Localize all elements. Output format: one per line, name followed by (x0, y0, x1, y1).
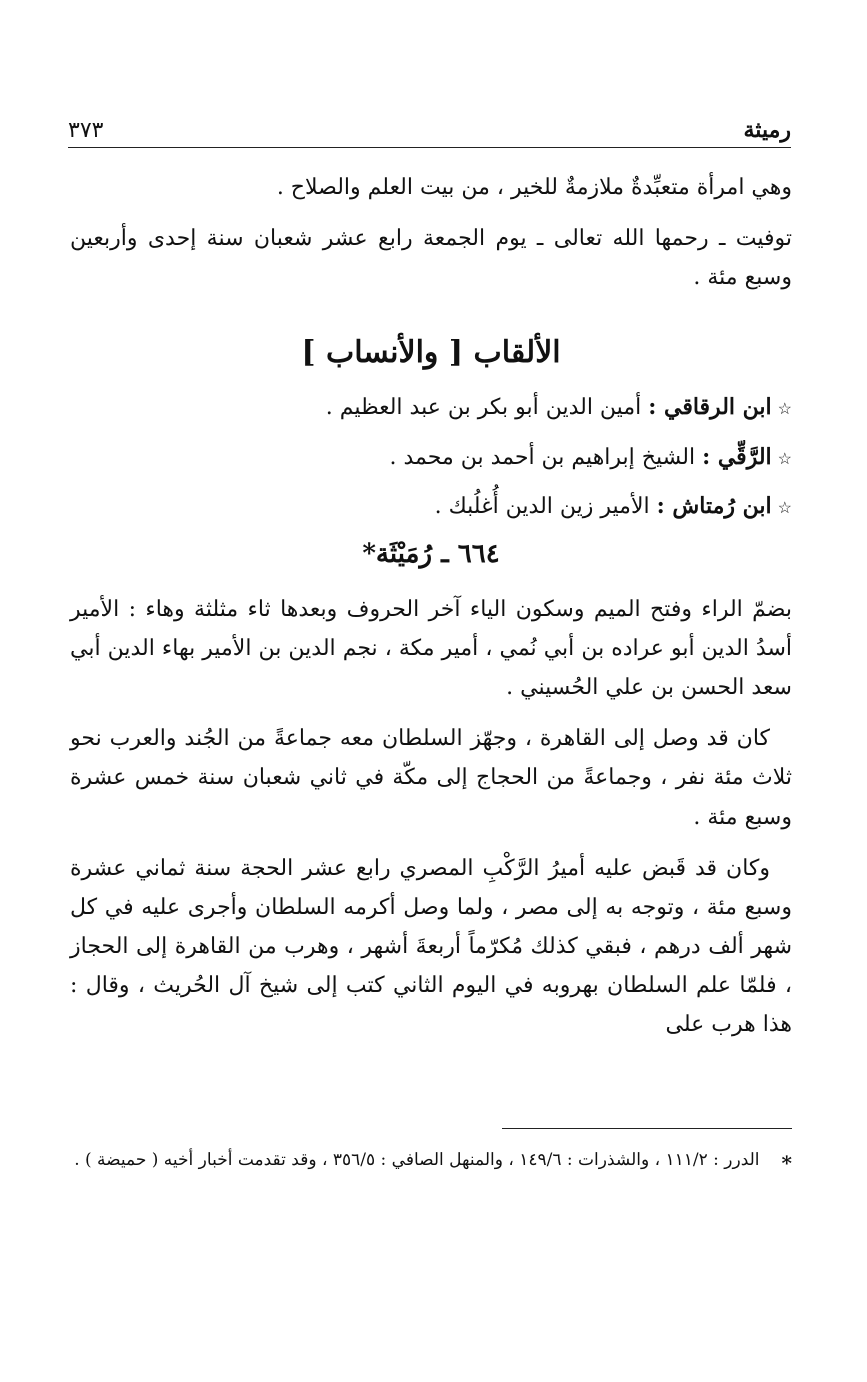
item-term: ابن رُمتاش : (656, 492, 772, 519)
item-text: الأمير زين الدين أُغلُبك . (434, 493, 657, 519)
section-heading: الألقاب [ والأنساب ] (301, 335, 561, 371)
paragraph-1: وهي امرأة متعبِّدةٌ ملازمةٌ للخير ، من بيت العلم والصلاح . (276, 175, 792, 200)
paragraph-4: كان قد وصل إلى القاهرة ، وجهّز السلطان معه جماعةً من الجُند والعرب نحو ثلاث مئة نفر ، وجماعةً من الحجاج إلى مكّة في ثاني شعبان سنة خمس عشرة وسبع مئة . (70, 726, 792, 830)
item-text: أمين الدين أبو بكر بن عبد العظيم . (325, 395, 649, 421)
footnote-marker: * (781, 1151, 792, 1175)
list-item (70, 440, 792, 475)
running-title: رميثة (743, 117, 791, 143)
paragraph-3: بضمّ الراء وفتح الميم وسكون الياء آخر الحروف وبعدها ثاء مثلثة وهاء : الأمير أسدُ الدين أبو عراده بن أبي نُمي ، أمير مكة ، نجم الدين بن الأمير بهاء الدين أبي سعد الحسن بن علي الحُسيني . (70, 596, 792, 701)
footnote (70, 1145, 792, 1182)
footnote-divider (502, 1128, 792, 1129)
list-item (70, 390, 792, 425)
entry-heading: ٦٦٤ ـ رُمَيْثَة* (362, 539, 500, 570)
item-text: الشيخ إبراهيم بن أحمد بن محمد . (389, 444, 703, 470)
page-body (70, 168, 792, 1057)
page-number: ٣٧٣ (68, 118, 104, 143)
star-icon: ☆ (777, 497, 792, 517)
page-header (68, 108, 791, 148)
item-term: ابن الرقاقي : (648, 394, 772, 421)
star-icon: ☆ (777, 399, 792, 419)
star-icon: ☆ (777, 448, 792, 468)
paragraph-2: توفيت ـ رحمها الله تعالى ـ يوم الجمعة رابع عشر شعبان سنة إحدى وأربعين وسبع مئة . (70, 226, 792, 291)
footnote-text: الدرر : ١١١/٢ ، والشذرات : ١٤٩/٦ ، والمنهل الصافي : ٣٥٦/٥ ، وقد تقدمت أخبار أخيه ( حميضة ) . (74, 1150, 760, 1170)
paragraph-5: وكان قد قَبض عليه أميرُ الرَّكْبِ المصري رابع عشر الحجة سنة ثماني عشرة وسبع مئة ، وتوجه به إلى مصر ، ولما وصل أكرمه السلطان وأجرى عليه في كل شهر ألف درهم ، فبقي كذلك مُكرّماً أربعةَ أشهر ، وهرب من القاهرة إلى الحجاز ، فلمّا علم السلطان بهروبه في اليوم الثاني كتب إلى شيخ آل الحُريث ، وقال : هذا هرب على (70, 855, 792, 1038)
list-item (70, 489, 792, 524)
item-term: الرَّقِّي : (702, 443, 772, 470)
